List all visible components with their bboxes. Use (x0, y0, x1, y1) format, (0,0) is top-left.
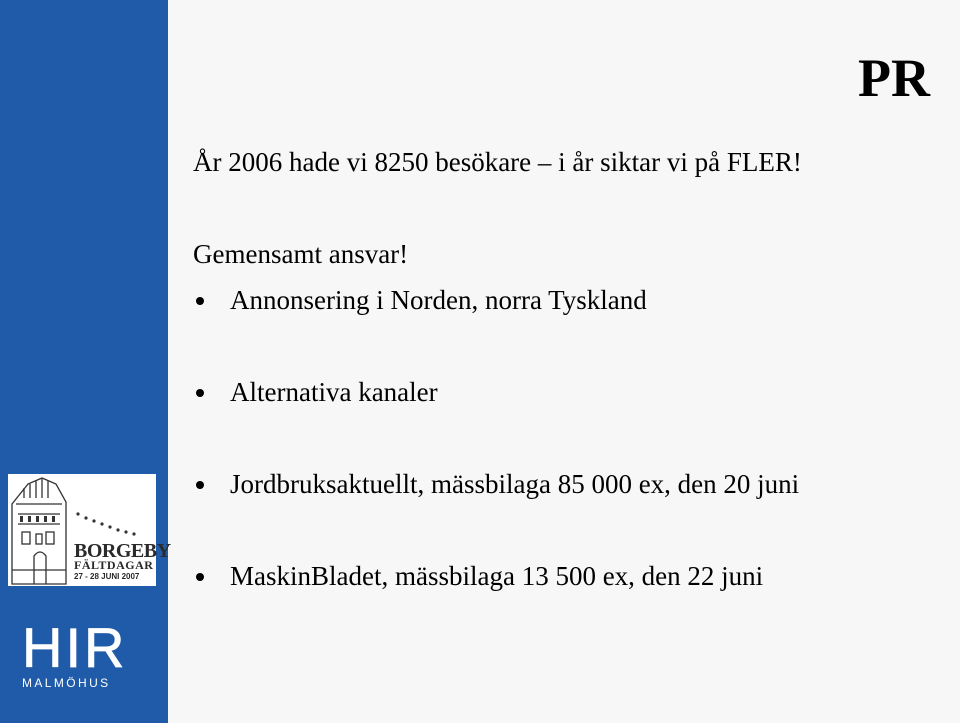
bullet-text: Alternativa kanaler (230, 377, 438, 407)
sidebar (0, 0, 168, 723)
bullet-item (193, 560, 943, 592)
slide-title: PR (858, 48, 930, 108)
bullet-icon (196, 481, 204, 489)
bullet-icon (196, 389, 204, 397)
subheading: Gemensamt ansvar! (193, 239, 409, 269)
event-logo-dates: 27 - 28 JUNI 2007 (74, 572, 140, 581)
event-logo-brand: BORGEBY (74, 540, 171, 562)
bullet-icon (196, 297, 204, 305)
bullet-icon (196, 573, 204, 581)
hir-logo-region: MALMÖHUS (22, 676, 111, 690)
borgeby-logo (8, 474, 171, 586)
event-logo-subtitle: FÄLTDAGAR (74, 558, 154, 572)
hir-logo-name: HIR (22, 616, 128, 679)
bullet-text: Annonsering i Norden, norra Tyskland (230, 285, 647, 315)
bullet-item (193, 284, 943, 316)
bullet-text: MaskinBladet, mässbilaga 13 500 ex, den 22 juni (230, 561, 764, 591)
bullet-text: Jordbruksaktuellt, mässbilaga 85 000 ex, den 20 juni (230, 469, 800, 499)
bullet-item (193, 376, 943, 408)
bullet-item (193, 468, 943, 500)
bullet-list (193, 284, 943, 652)
intro-text: År 2006 hade vi 8250 besökare – i år siktar vi på FLER! (193, 147, 802, 177)
hir-logo (22, 616, 152, 690)
